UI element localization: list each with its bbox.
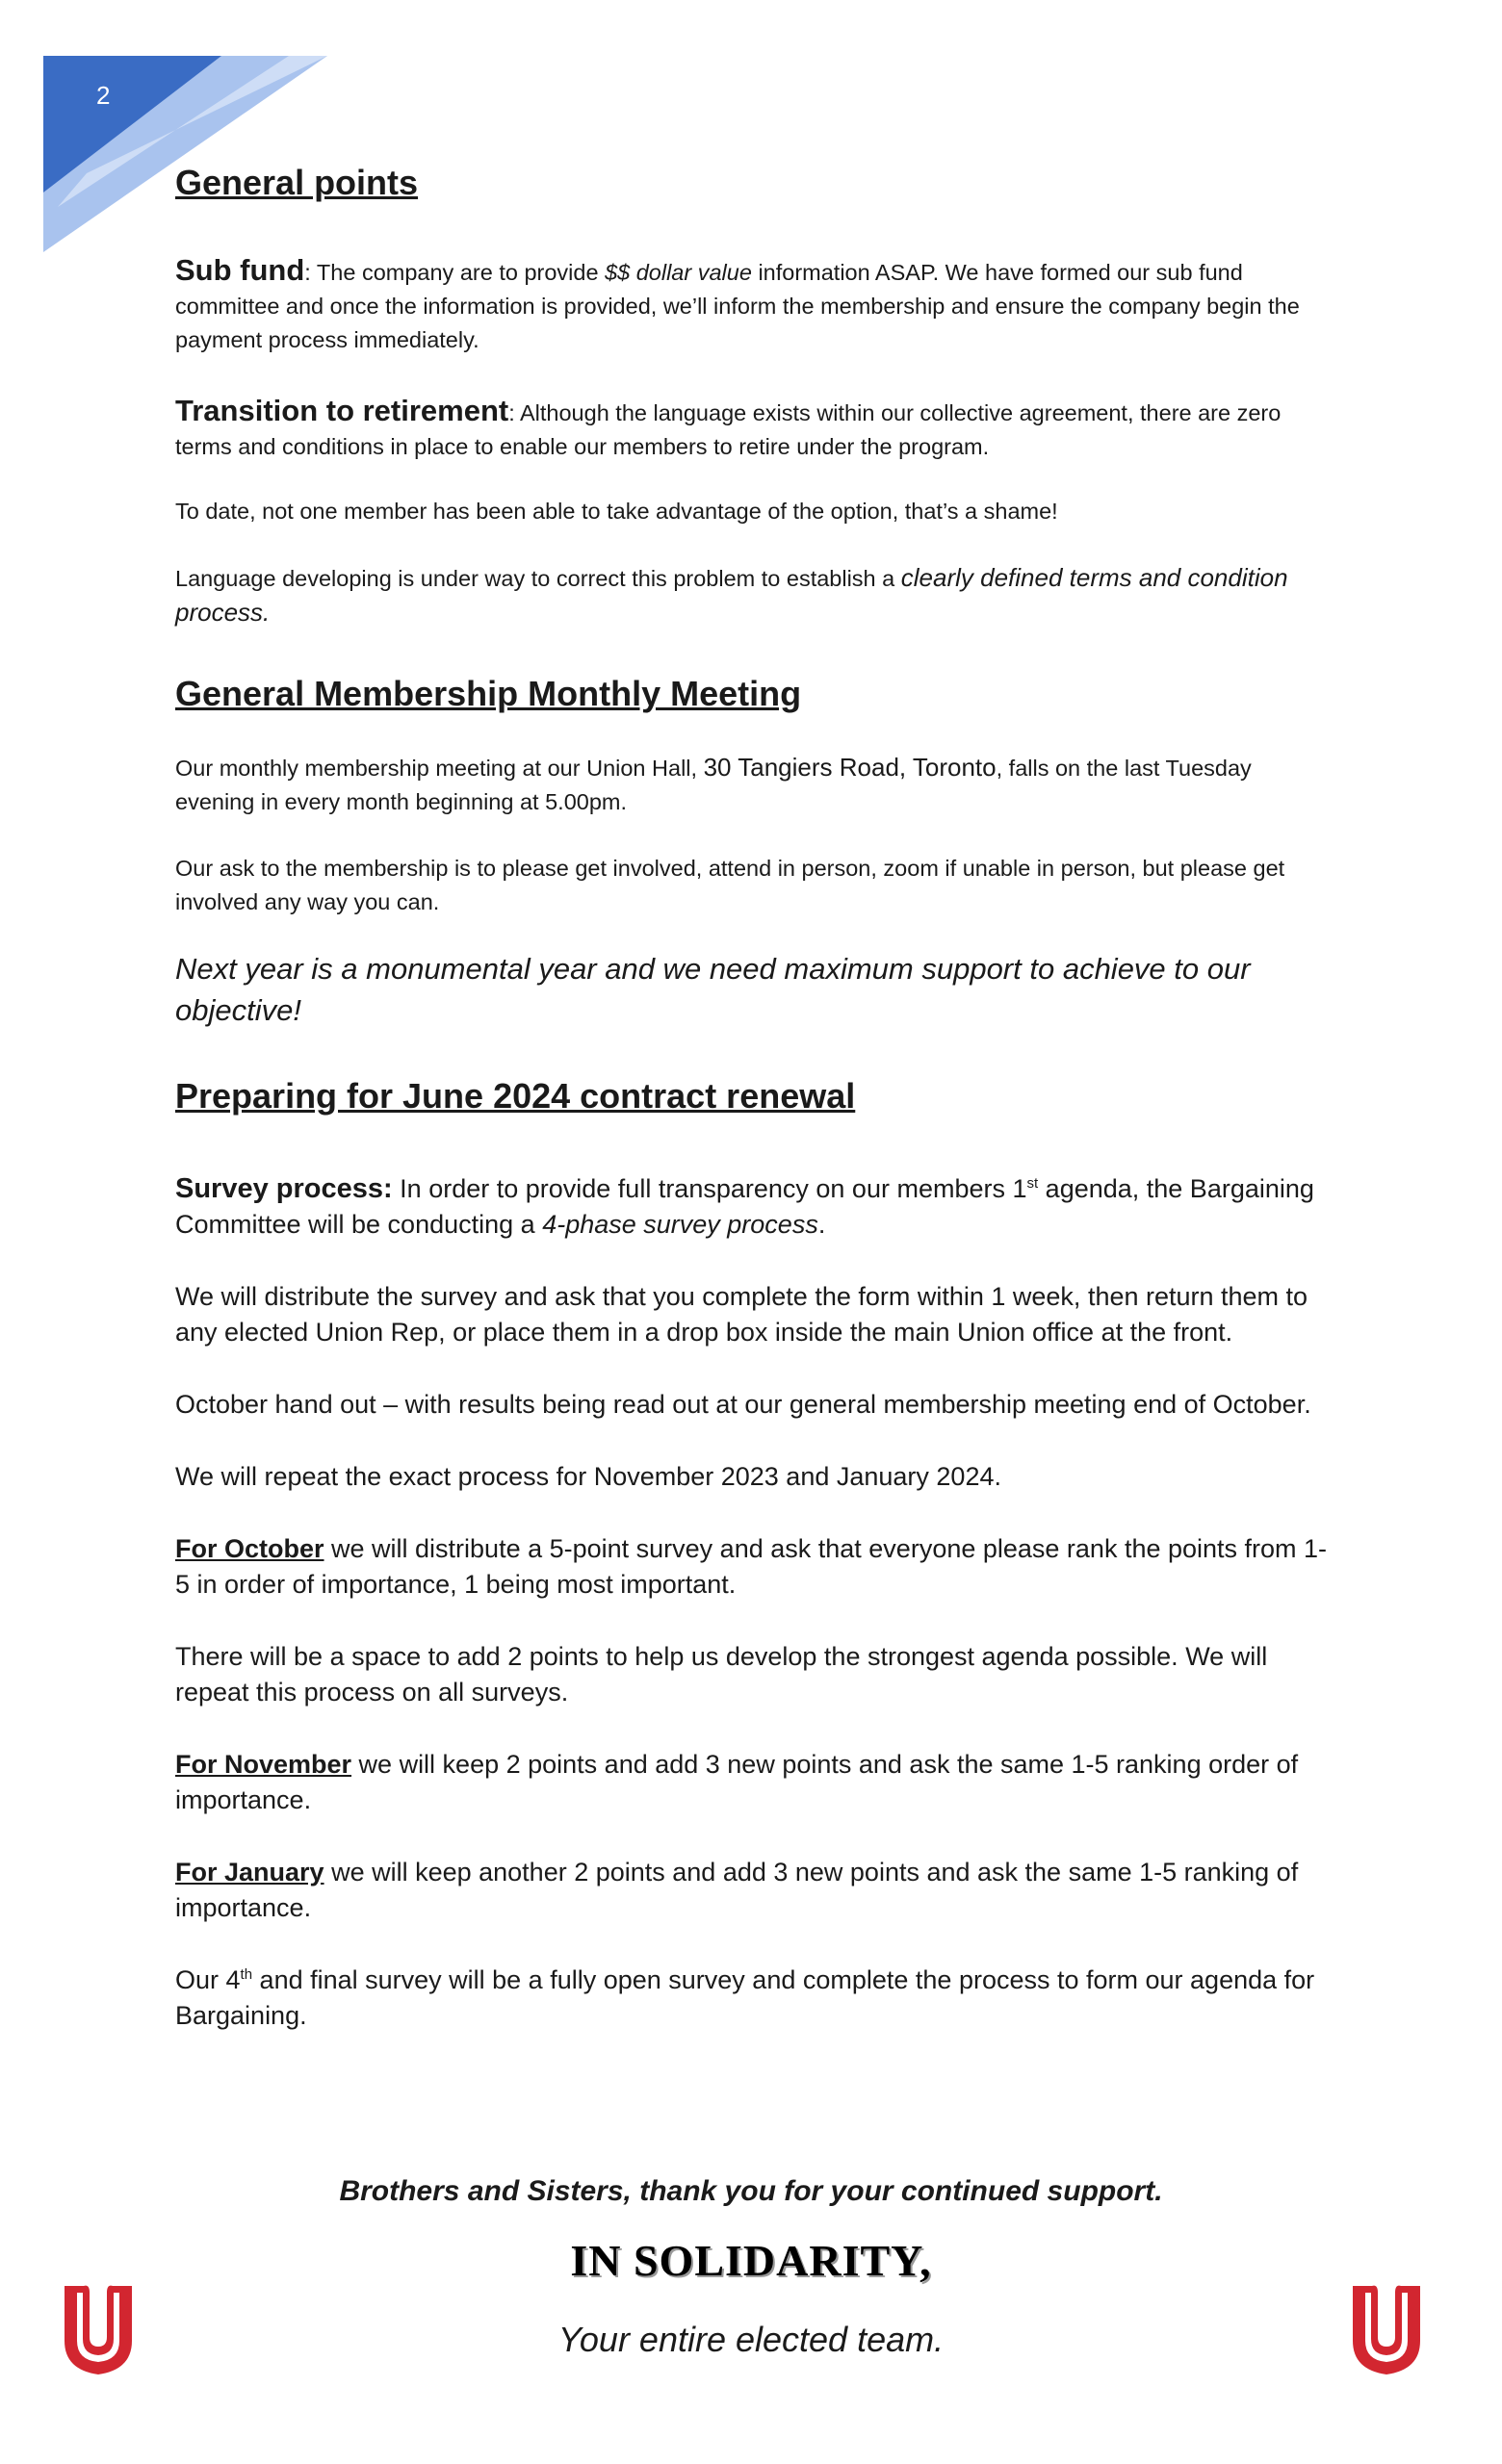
sub-fund-text: : The company are to provide (304, 260, 606, 286)
for-november-paragraph (175, 1747, 1331, 1818)
union-logo-right-icon (1348, 2281, 1425, 2377)
transition-paragraph (175, 394, 1331, 464)
union-logo-left-icon (60, 2281, 137, 2377)
closing-solidarity: IN SOLIDARITY, (570, 2236, 932, 2285)
final-text-2: and final survey will be a fully open survey and complete the process to form our agenda for Bargaining. (175, 1964, 1315, 2030)
survey-sup: st (1026, 1174, 1039, 1192)
october-handout-paragraph: October hand out – with results being read out at our general membership meeting end of October. (175, 1389, 1311, 1419)
survey-text-1: In order to provide full transparency on our members 1 (392, 1173, 1027, 1203)
space-paragraph: There will be a space to add 2 points to help us develop the strongest agenda possible. We will repeat this process on all surveys. (175, 1641, 1268, 1707)
for-october-text: we will distribute a 5-point survey and ask that everyone please rank the points from 1-5 in order of importance, 1 being most important. (175, 1533, 1328, 1599)
survey-text-2: agenda, the Bargaining Committee will be conducting a (175, 1173, 1314, 1239)
page-content (175, 162, 1331, 2034)
final-survey-paragraph (175, 1963, 1331, 2034)
sub-fund-label: Sub fund (175, 253, 305, 288)
transition-label: Transition to retirement (175, 394, 509, 428)
meeting-text-a: Our monthly membership meeting at our Union Hall, (175, 756, 704, 782)
for-november-label: For November (175, 1749, 352, 1779)
survey-paragraph (175, 1171, 1331, 1243)
to-date-paragraph: To date, not one member has been able to take advantage of the option, that’s a shame! (175, 499, 1058, 525)
meeting-paragraph-2: Our ask to the membership is to please get involved, attend in person, zoom if unable in person, but please get involved any way you can. (175, 856, 1285, 915)
contract-renewal-heading: Preparing for June 2024 contract renewal (175, 1076, 856, 1116)
for-january-label: For January (175, 1857, 324, 1886)
sub-fund-paragraph (175, 253, 1331, 357)
closing-team: Your entire elected team. (557, 2320, 945, 2359)
for-january-text: we will keep another 2 points and add 3 new points and ask the same 1-5 ranking of importance. (175, 1857, 1299, 1922)
language-paragraph (175, 561, 1331, 630)
meeting-text-c: , falls on the last Tuesday evening in every month beginning at 5.00pm. (175, 756, 1252, 815)
sub-fund-text-2: information ASAP. We have formed our sub fund committee and once the information is provided, we’ll inform the membership and ensure the company begin the payment process immediately. (175, 260, 1300, 353)
for-october-paragraph (175, 1531, 1331, 1603)
sub-fund-italic: $$ dollar value (605, 260, 752, 286)
meeting-paragraph-3: Next year is a monumental year and we need maximum support to achieve to our objective! (175, 952, 1251, 1028)
monthly-meeting-heading: General Membership Monthly Meeting (175, 674, 802, 714)
survey-text-3: . (817, 1209, 826, 1239)
meeting-paragraph-1 (175, 751, 1331, 819)
repeat-paragraph: We will repeat the exact process for November 2023 and January 2024. (175, 1461, 1001, 1491)
distribute-paragraph: We will distribute the survey and ask that you complete the form within 1 week, then return them to any elected Union Rep, or place them in a drop box inside the main Union office at the front. (175, 1281, 1308, 1347)
closing-thanks: Brothers and Sisters, thank you for your continued support. (339, 2175, 1163, 2207)
general-points-heading: General points (175, 163, 419, 202)
for-january-paragraph (175, 1855, 1331, 1926)
for-november-text: we will keep 2 points and add 3 new points and ask the same 1-5 ranking order of importance. (175, 1749, 1299, 1814)
meeting-address: 30 Tangiers Road, Toronto (703, 753, 997, 783)
final-text-1: Our 4 (175, 1964, 241, 1994)
for-october-label: For October (175, 1533, 324, 1563)
language-text: Language developing is under way to correct this problem to establish a (175, 566, 901, 592)
final-sup: th (240, 1965, 253, 1983)
language-italic: clearly defined terms and condition process. (175, 563, 1288, 628)
page-number: 2 (96, 81, 111, 110)
survey-italic: 4-phase survey process (542, 1209, 818, 1239)
survey-label: Survey process: (175, 1172, 393, 1204)
transition-text: : Although the language exists within our collective agreement, there are zero terms and conditions in place to enable our members to retire under the program. (175, 400, 1282, 460)
